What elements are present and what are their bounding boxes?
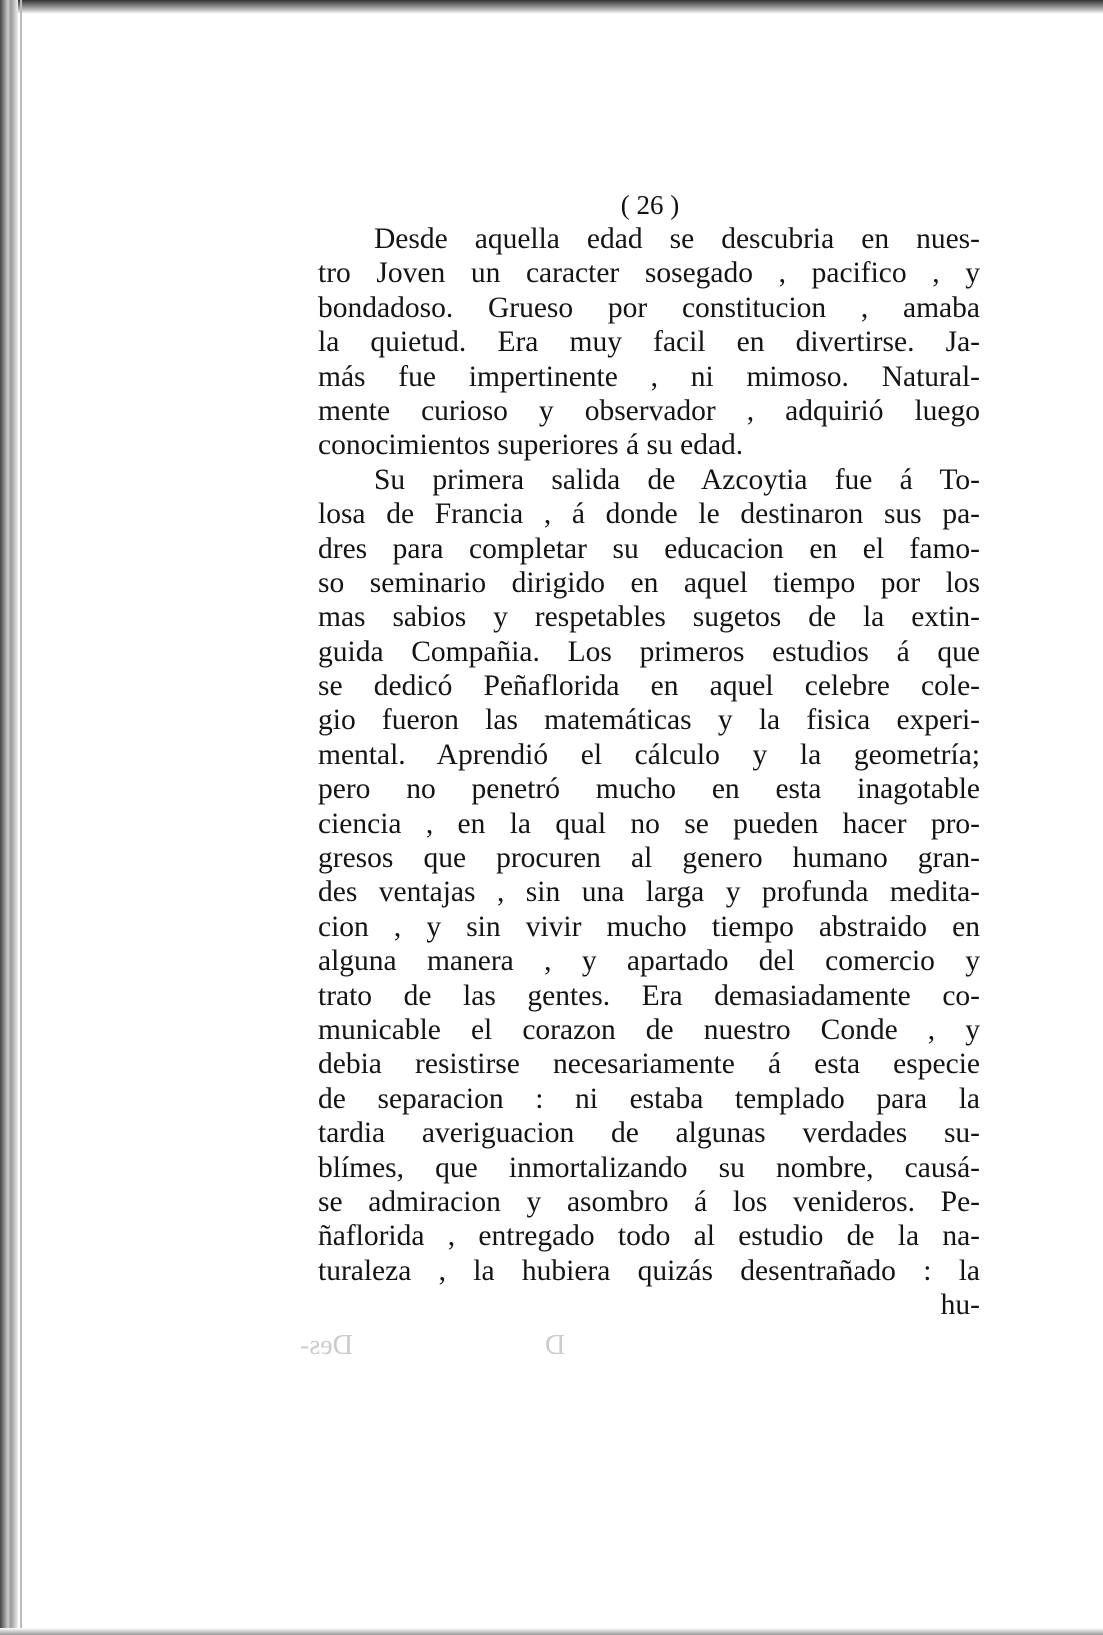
text-line: Desde aquella edad se descubria en nues- <box>374 223 980 255</box>
text-line: mas sabios y respetables sugetos de la extin- <box>318 601 980 634</box>
text-line: alguna manera , y apartado del comercio y <box>318 945 980 978</box>
text-line: dres para completar su educacion en el famo- <box>318 532 980 565</box>
text-line: gio fueron las matemáticas y la fisica experi- <box>318 704 980 737</box>
catchword: hu- <box>940 1289 980 1322</box>
page-top-edge <box>0 0 1103 14</box>
bleed-through-signature: D <box>545 1330 566 1361</box>
text-line: guida Compañia. Los primeros estudios á que <box>318 635 980 668</box>
body-text <box>318 222 980 1323</box>
book-binding-edge <box>0 0 18 1635</box>
bleed-through-catchword: Des- <box>300 1330 353 1361</box>
text-line: ñaflorida , entregado todo al estudio de la na- <box>318 1220 980 1253</box>
text-line: Su primera salida de Azcoytia fue á To- <box>374 463 980 496</box>
text-line: de separacion : ni estaba templado para la <box>318 1082 980 1115</box>
text-line: cion , y sin vivir mucho tiempo abstraido en <box>318 910 980 943</box>
text-line: municable el corazon de nuestro Conde , y <box>318 1013 980 1046</box>
text-line: des ventajas , sin una larga y profunda medita- <box>318 876 980 909</box>
text-line: conocimientos superiores á su edad. <box>318 429 744 462</box>
text-line: se dedicó Peñaflorida en aquel celebre cole- <box>318 670 980 703</box>
text-line: turaleza , la hubiera quizás desentrañado : la <box>318 1254 980 1287</box>
text-line: trato de las gentes. Era demasiadamente co- <box>318 979 980 1012</box>
text-line: mental. Aprendió el cálculo y la geometría; <box>318 738 980 771</box>
text-line: tro Joven un caracter sosegado , pacifico , y <box>318 257 980 290</box>
text-line: más fue impertinente , ni mimoso. Natural- <box>318 360 980 393</box>
text-line: losa de Francia , á donde le destinaron sus pa- <box>318 498 980 531</box>
text-line: tardia averiguacion de algunas verdades su- <box>318 1117 980 1150</box>
page-stack-line <box>20 0 22 1635</box>
page-bottom-edge <box>0 1628 1103 1635</box>
page-number: ( 26 ) <box>620 190 680 220</box>
text-line: pero no penetró mucho en esta inagotable <box>318 773 980 806</box>
text-line: ciencia , en la qual no se pueden hacer pro- <box>318 807 980 840</box>
text-line: mente curioso y observador , adquirió luego <box>318 394 980 427</box>
text-line: blímes, que inmortalizando su nombre, causá- <box>318 1151 980 1184</box>
text-line: debia resistirse necesariamente á esta especie <box>318 1048 980 1081</box>
text-line: la quietud. Era muy facil en divertirse. Ja- <box>318 326 980 359</box>
text-line: se admiracion y asombro á los venideros. Pe- <box>318 1185 980 1218</box>
text-line: bondadoso. Grueso por constitucion , amaba <box>318 291 980 324</box>
text-line: so seminario dirigido en aquel tiempo por los <box>318 566 980 599</box>
text-line: gresos que procuren al genero humano gran- <box>318 842 980 875</box>
